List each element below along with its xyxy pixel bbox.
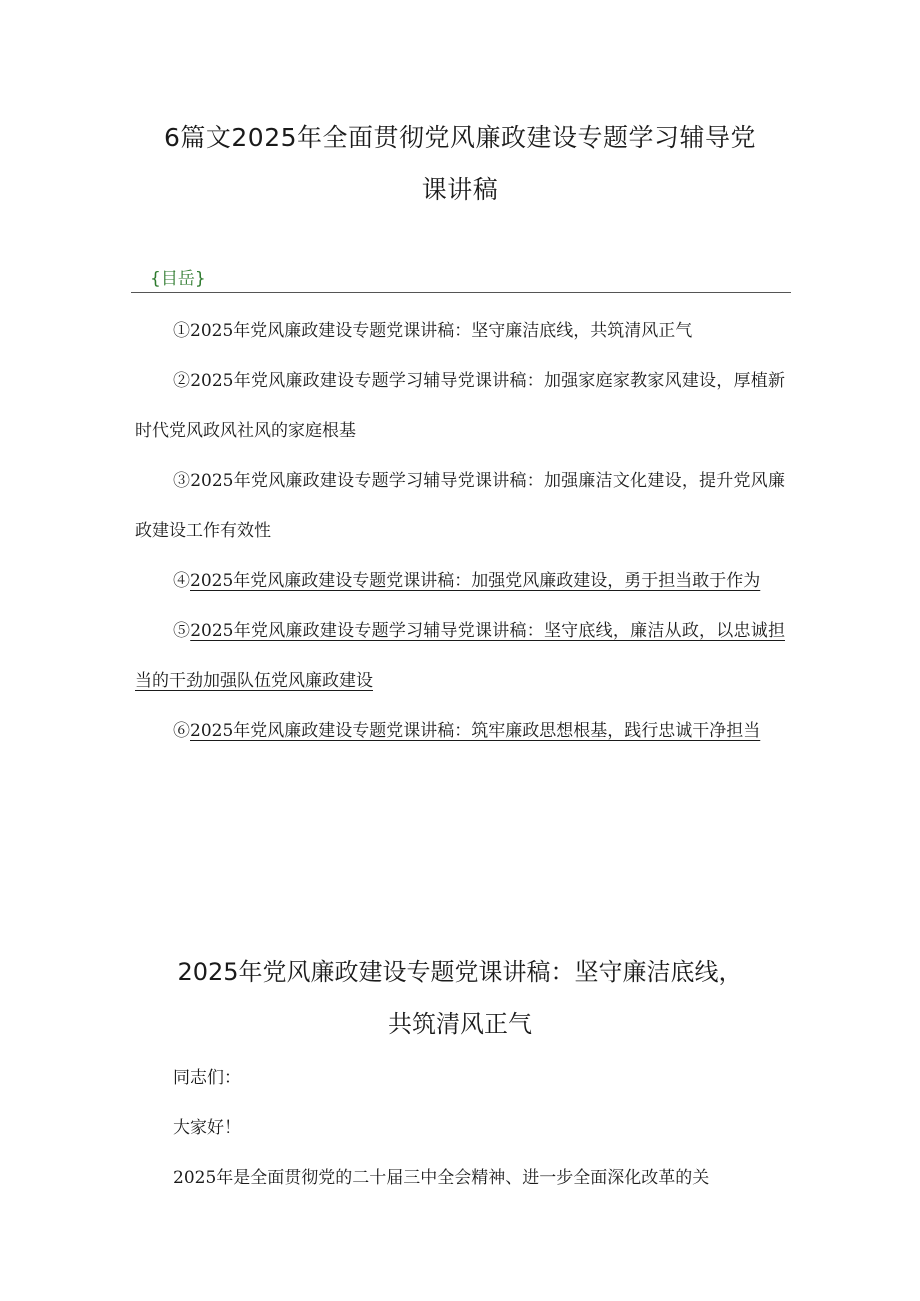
toc-item-number: ④: [173, 571, 190, 591]
table-of-contents: [135, 306, 785, 756]
document-title-line-2: 课讲稿: [421, 175, 499, 204]
toc-item-link[interactable]: 2025年党风廉政建设专题党课讲稿：加强党风廉政建设，勇于担当敢于作为: [190, 571, 761, 591]
document-title-line-1: 6篇文2025年全面贯彻党风廉政建设专题学习辅导党: [163, 123, 757, 152]
body-paragraph: 2025年是全面贯彻党的二十届三中全会精神、进一步全面深化改革的关: [173, 1168, 710, 1188]
document-title: [110, 112, 810, 216]
section-title: [110, 946, 810, 1050]
toc-divider: [131, 292, 791, 293]
toc-item-number: ③: [173, 471, 191, 491]
toc-item-4[interactable]: [135, 556, 785, 606]
greeting: 大家好！: [173, 1118, 241, 1138]
salutation: 同志们：: [173, 1068, 241, 1088]
toc-item-number: ①: [173, 321, 190, 341]
toc-item-6[interactable]: [135, 706, 785, 756]
toc-item-5[interactable]: [135, 606, 785, 706]
toc-item-link[interactable]: 2025年党风廉政建设专题学习辅导党课讲稿：坚守底线，廉洁从政，以忠诚担当的干劲加强队伍党风廉政建设: [135, 621, 785, 691]
section-title-line-1: 2025年党风廉政建设专题党课讲稿：坚守廉洁底线，: [177, 958, 743, 986]
toc-item-1[interactable]: [135, 306, 785, 356]
toc-item-number: ⑥: [173, 721, 190, 741]
section-body: [135, 1053, 795, 1203]
toc-item-2[interactable]: [135, 356, 785, 456]
toc-item-text: 2025年党风廉政建设专题学习辅导党课讲稿：加强廉洁文化建设，提升党风廉政建设工作有效性: [135, 471, 785, 541]
toc-item-number: ②: [173, 371, 191, 391]
toc-label: {目岳}: [150, 269, 206, 289]
toc-item-number: ⑤: [173, 621, 191, 641]
toc-item-3[interactable]: [135, 456, 785, 556]
toc-item-link[interactable]: 2025年党风廉政建设专题党课讲稿：筑牢廉政思想根基，践行忠诚干净担当: [190, 721, 761, 741]
toc-item-text: 2025年党风廉政建设专题党课讲稿：坚守廉洁底线，共筑清风正气: [190, 321, 693, 341]
section-title-line-2: 共筑清风正气: [388, 1010, 532, 1038]
toc-item-text: 2025年党风廉政建设专题学习辅导党课讲稿：加强家庭家教家风建设，厚植新时代党风政风社风的家庭根基: [135, 371, 785, 441]
